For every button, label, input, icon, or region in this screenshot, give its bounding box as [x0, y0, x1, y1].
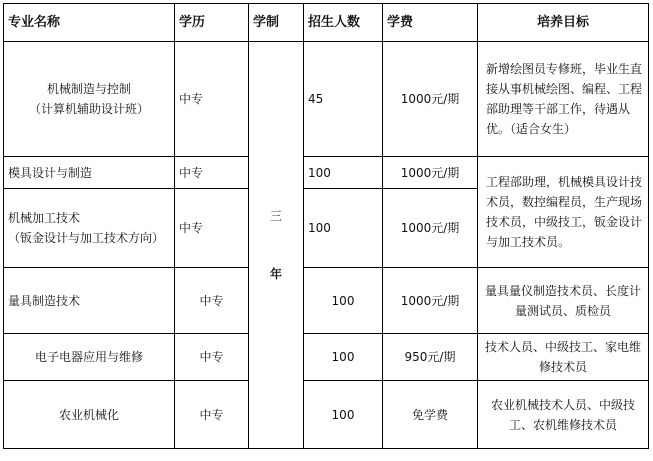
duration-char-2: 年	[269, 267, 282, 281]
major-cell	[4, 42, 175, 157]
table-row	[4, 157, 649, 189]
enrollment-cell: 100	[304, 189, 383, 268]
tuition-cell: 1000元/期	[383, 42, 478, 157]
major-cell: 农业机械化	[4, 381, 175, 449]
table-row	[4, 42, 649, 157]
major-cell: 量具制造技术	[4, 268, 175, 334]
header-enrollment: 招生人数	[304, 4, 383, 42]
major-name: 机械制造与控制 （计算机辅助设计班）	[28, 82, 149, 116]
duration-char-1: 三	[269, 209, 282, 223]
table-row	[4, 381, 649, 449]
enrollment-cell: 45	[304, 42, 383, 157]
major-cell: 模具设计与制造	[4, 157, 175, 189]
major-cell	[4, 189, 175, 268]
enrollment-cell: 100	[304, 157, 383, 189]
header-level: 学历	[175, 4, 249, 42]
tuition-cell: 1000元/期	[383, 157, 478, 189]
header-tuition: 学费	[383, 4, 478, 42]
header-duration: 学制	[249, 4, 304, 42]
tuition-cell: 1000元/期	[383, 189, 478, 268]
header-row	[4, 4, 649, 42]
enrollment-cell: 100	[304, 268, 383, 334]
goal-cell: 量具量仪制造技术员、长度计量测试员、质检员	[478, 268, 649, 334]
level-cell: 中专	[175, 381, 249, 449]
tuition-cell: 1000元/期	[383, 268, 478, 334]
level-cell: 中专	[175, 189, 249, 268]
enrollment-cell: 100	[304, 334, 383, 381]
major-name: 机械加工技术 （钣金设计与加工技术方向）	[8, 211, 165, 245]
tuition-cell: 免学费	[383, 381, 478, 449]
goal-cell: 新增绘图员专修班，毕业生直接从事机械绘图、编程、工程部助理等干部工作，待遇从优。（适合女生）	[478, 42, 649, 157]
level-cell: 中专	[175, 42, 249, 157]
goal-cell: 工程部助理，机械模具设计技术员，数控编程员，生产现场技术员，中级技工，钣金设计与加工技术员。	[478, 157, 649, 268]
header-major: 专业名称	[4, 4, 175, 42]
major-cell: 电子电器应用与维修	[4, 334, 175, 381]
level-cell: 中专	[175, 157, 249, 189]
goal-cell: 技术人员、中级技工、家电维修技术员	[478, 334, 649, 381]
program-table	[3, 3, 649, 449]
enrollment-cell: 100	[304, 381, 383, 449]
table-row	[4, 268, 649, 334]
duration-cell	[249, 42, 304, 449]
level-cell: 中专	[175, 268, 249, 334]
table-row	[4, 334, 649, 381]
tuition-cell: 950元/期	[383, 334, 478, 381]
goal-cell: 农业机械技术人员、中级技工、农机维修技术员	[478, 381, 649, 449]
header-goal: 培养目标	[478, 4, 649, 42]
level-cell: 中专	[175, 334, 249, 381]
